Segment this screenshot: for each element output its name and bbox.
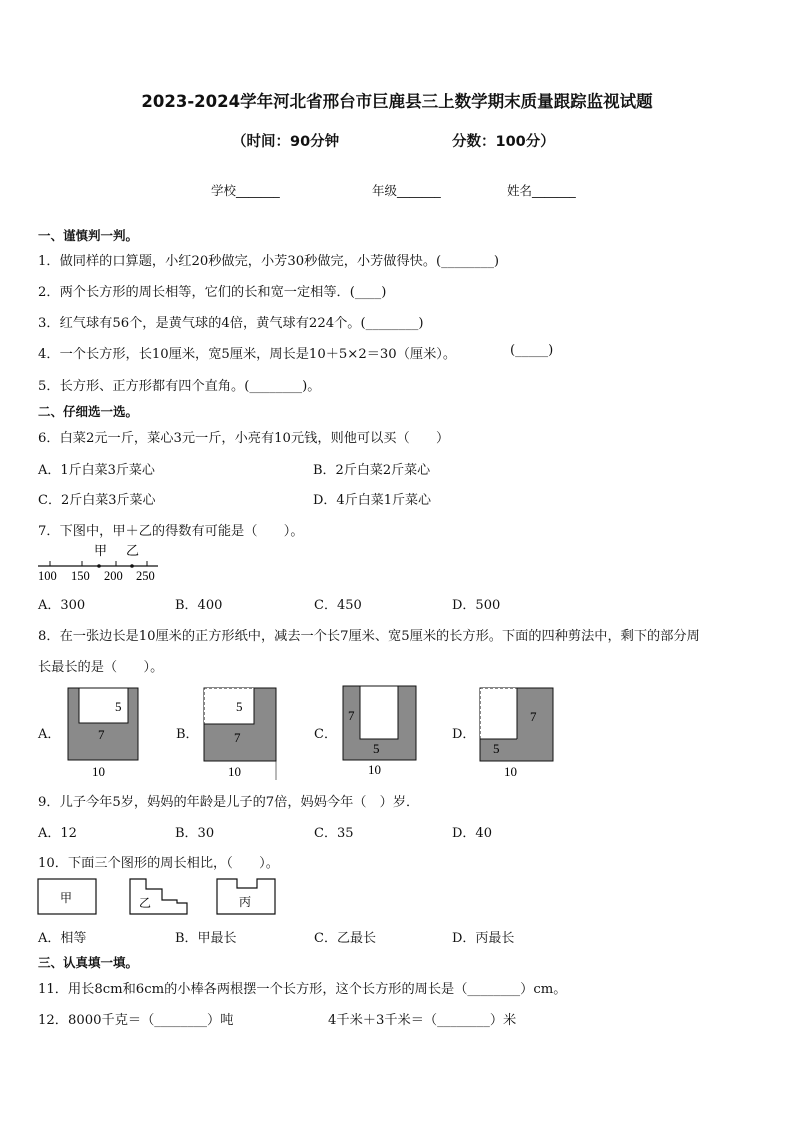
question-9-option-d: D．40: [452, 826, 492, 841]
question-9-option-a: A．12: [38, 826, 77, 841]
label-yi: 乙: [126, 543, 140, 558]
figure-b-label-5: 5: [236, 699, 243, 714]
question-9-option-c: C．35: [314, 826, 354, 841]
figure-d-label-5: 5: [493, 741, 500, 756]
figure-a-label: A．: [38, 727, 61, 742]
shape-jia-label: 甲: [60, 891, 73, 905]
figure-c-label: C．: [314, 727, 337, 742]
question-4-blank: (_____): [510, 343, 554, 358]
question-6-option-c: C．2斤白菜3斤菜心: [38, 493, 156, 508]
tick-label-150: 150: [71, 569, 90, 583]
figure-d: [474, 684, 564, 782]
question-12-part-2: 4千米＋3千米＝（________）米: [328, 1013, 517, 1028]
question-9: 9．儿子今年5岁，妈妈的年龄是儿子的7倍，妈妈今年（ ）岁．: [38, 795, 420, 810]
question-3: 3．红气球有56个，是黄气球的4倍，黄气球有224个。(________): [38, 316, 424, 331]
question-5: 5．长方形、正方形都有四个直角。(________)。: [38, 379, 321, 394]
tick-label-100: 100: [38, 569, 57, 583]
question-6-option-a: A．1斤白菜3斤菜心: [38, 463, 155, 478]
question-7-option-b: B．400: [175, 598, 223, 613]
question-10-option-c: C．乙最长: [314, 931, 376, 946]
exam-time: （时间：90分钟: [232, 134, 340, 150]
figure-b-cutout: [204, 688, 254, 724]
question-10: 10．下面三个图形的周长相比，（ ）。: [38, 856, 279, 871]
name-field: 姓名_______: [507, 183, 576, 198]
question-8-line-1: 8．在一张边长是10厘米的正方形纸中，减去一个长7厘米、宽5厘米的长方形。下面的四种剪法中，剩下的部分周: [38, 629, 700, 644]
figure-b-label: B．: [176, 727, 199, 742]
figure-d-label: D．: [452, 727, 476, 742]
shape-yi-label: 乙: [139, 896, 152, 910]
figure-a-label-7: 7: [98, 727, 105, 742]
figure-b: [196, 684, 286, 782]
figure-d-label-7: 7: [530, 709, 537, 724]
point-jia: [97, 564, 101, 568]
figure-c: [336, 684, 426, 782]
section-heading-2: 二、仔细选一选。: [38, 404, 139, 419]
exam-score: 分数：100分）: [452, 134, 555, 150]
figure-c-cutout: [360, 686, 398, 739]
page-title: 2023-2024学年河北省邢台市巨鹿县三上数学期末质量跟踪监视试题: [141, 92, 653, 111]
question-9-option-b: B．30: [175, 826, 215, 841]
point-yi: [130, 564, 134, 568]
question-6-option-d: D．4斤白菜1斤菜心: [313, 493, 431, 508]
question-12-part-1: 12．8000千克＝（________）吨: [38, 1013, 234, 1028]
figure-c-label-5: 5: [373, 741, 380, 756]
question-7-option-c: C．450: [314, 598, 362, 613]
question-7-option-d: D．500: [452, 598, 501, 613]
tick-label-250: 250: [136, 569, 155, 583]
question-10-option-d: D．丙最长: [452, 931, 515, 946]
figure-a: [60, 684, 150, 782]
question-6-option-b: B．2斤白菜2斤菜心: [313, 463, 431, 478]
question-2: 2．两个长方形的周长相等，它们的长和宽一定相等．(____): [38, 285, 387, 300]
figure-d-cutout: [480, 688, 517, 739]
question-1: 1．做同样的口算题，小红20秒做完，小芳30秒做完，小芳做得快。(________): [38, 254, 500, 269]
question-7: 7．下图中，甲＋乙的得数有可能是（ ）。: [38, 524, 304, 539]
question-10-shapes: [36, 876, 286, 918]
question-10-option-b: B．甲最长: [175, 931, 237, 946]
figure-a-label-5: 5: [115, 699, 122, 714]
question-6: 6．白菜2元一斤，菜心3元一斤，小亮有10元钱，则他可以买（ ）: [38, 431, 450, 446]
figure-d-label-10: 10: [504, 764, 517, 779]
figure-c-label-10: 10: [368, 762, 381, 777]
tick-label-200: 200: [104, 569, 123, 583]
label-jia: 甲: [94, 543, 108, 558]
section-heading-1: 一、谨慎判一判。: [38, 228, 139, 243]
question-4: 4．一个长方形，长10厘米，宽5厘米，周长是10＋5×2＝30（厘米）。: [38, 347, 457, 362]
question-11: 11．用长8cm和6cm的小棒各两根摆一个长方形，这个长方形的周长是（________）cm。: [38, 982, 567, 997]
school-field: 学校_______: [211, 183, 280, 198]
question-8-line-2: 长最长的是（ ）。: [38, 660, 164, 675]
number-line-figure: [34, 540, 174, 586]
figure-b-label-7: 7: [234, 730, 241, 745]
figure-b-label-10: 10: [228, 764, 241, 779]
figure-a-label-10: 10: [92, 764, 105, 779]
section-heading-3: 三、认真填一填。: [38, 955, 139, 970]
shape-bing-label: 丙: [239, 895, 252, 909]
figure-c-label-7: 7: [348, 708, 355, 723]
question-10-option-a: A．相等: [38, 931, 87, 946]
grade-field: 年级_______: [372, 183, 441, 198]
question-7-option-a: A．300: [38, 598, 86, 613]
